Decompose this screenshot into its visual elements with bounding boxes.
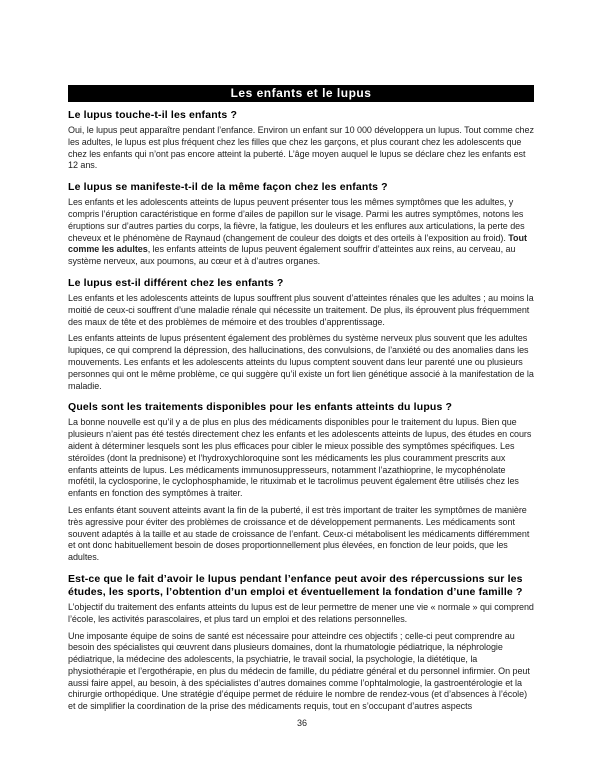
paragraph <box>68 631 536 714</box>
paragraph <box>68 333 536 392</box>
paragraph <box>68 505 536 564</box>
paragraph <box>68 293 536 328</box>
section-heading: Le lupus est-il différent chez les enfants ? <box>68 276 284 289</box>
text-run: Une imposante équipe de soins de santé est nécessaire pour atteindre ces objectifs ; celle-ci peut comprendre au besoin des spécialistes qui œuvrent dans plusieurs domaines, dont la rhumatologie pédiatrique, la néphrologie pédiatrique, la médecine des adolescents, la psychiatrie, le travail social, la psychologie, la diététique, la physiothérapie et l’ergothérapie, en plus du médecin de famille, du pédiatre général et du personnel infirmier. On peut aussi faire appel, au besoin, à des spécialistes d’autres domaines comme l’ophtalmologie, la gastroentérologie et la chirurgie orthopédique. Une stratégie d’équipe permet de réduire le nombre de rendez-vous (et d’absences à l’école) et de simplifier la coordination de la prise des médicaments requis, tout en s’occupant d’autres aspects <box>68 630 530 712</box>
text-run: Les enfants et les adolescents atteints de lupus souffrent plus souvent d’atteintes rénales que les adultes ; au moins la moitié de ceux-ci souffrent d’une maladie rénale qui nécessite un traitement. De plus, ils éprouvent plus fréquemment des maux de tête et des problèmes de mémoire et des troubles d’apprentissage. <box>68 292 534 327</box>
paragraph <box>68 125 536 172</box>
page-number: 36 <box>296 718 307 729</box>
section-heading: Le lupus se manifeste-t-il de la même façon chez les enfants ? <box>68 181 388 194</box>
section-heading: Le lupus touche-t-il les enfants ? <box>68 109 238 121</box>
text-run: L’objectif du traitement des enfants atteints du lupus est de leur permettre de mener une vie « normale » qui comprend l’école, les activités parascolaires, et plus tard un emploi et des relations personnelles. <box>68 601 534 624</box>
paragraph <box>68 417 536 500</box>
text-run: Les enfants et les adolescents atteints de lupus peuvent présenter tous les mêmes symptômes que les adultes, y compris l’éruption caractéristique en forme d’ailes de papillon sur le visage. Parmi les autres symptômes, notons les éruptions sur d’autres parties du corps, la fièvre, la fatigue, les douleurs et les enflures aux articulations, la perte des cheveux et le phénomène de Raynaud (changement de couleur des doigts et des orteils à l’exposition au froid). <box>68 197 525 243</box>
document-body <box>68 103 536 729</box>
text-run: Oui, le lupus peut apparaître pendant l’enfance. Environ un enfant sur 10 000 développera un lupus. Tout comme chez les adultes, le lupus est plus fréquent chez les filles que chez les garçons, et plus courant chez les adolescents que chez les enfants qui n’ont pas encore atteint la puberté. L’âge moyen auquel le lupus se déclare chez les enfants est 12 ans. <box>68 125 534 171</box>
bold-text-run: Tout comme les adultes <box>68 232 527 255</box>
text-run: Les enfants étant souvent atteints avant la fin de la puberté, il est très important de traiter les symptômes de manière très agressive pour éviter des problèmes de croissance et de développement permanents. Les médicaments sont souvent adaptés à la taille et au stade de croissance de l’enfant. Ceux-ci métabolisent les médicaments différemment et ont donc habituellement besoin de doses proportionnellement plus élevées, en fonction de leur poids, que les adultes. <box>68 504 530 563</box>
text-run: Les enfants atteints de lupus présentent également des problèmes du système nerveux plus souvent que les adultes lupiques, ce qui comprend la dépression, des hallucinations, des convulsions, de l’anxiété ou des anomalies dans les mouvements. Les enfants et les adolescents atteints du lupus comptent souvent dans leur parenté une ou plusieurs personnes qui ont le même problème, ce qui suggère qu’il existe un fort lien génétique associé à la manifestation de la maladie. <box>68 333 534 391</box>
page-title: Les enfants et le lupus <box>68 85 534 102</box>
paragraph <box>68 197 536 268</box>
section-heading: Quels sont les traitements disponibles pour les enfants atteints du lupus ? <box>68 401 453 414</box>
section-heading: Est-ce que le fait d’avoir le lupus pendant l’enfance peut avoir des répercussions sur les études, les sports, l’obtention d’un emploi et éventuellement la fondation d’une famille ? <box>68 572 523 598</box>
text-run: , les enfants atteints de lupus peuvent également souffrir d’atteintes aux reins, au cerveau, au système nerveux, aux poumons, au cœur et à d’autres organes. <box>68 244 516 267</box>
paragraph <box>68 602 536 626</box>
text-run: La bonne nouvelle est qu’il y a de plus en plus des médicaments disponibles pour le traitement du lupus. Bien que plusieurs n’aient pas été testés directement chez les enfants et les adolescents atteints de lupus, des études en cours aident à déterminer lesquels sont les plus efficaces pour cibler le mieux possible des symptômes spécifiques. Les stéroïdes (dont la prednisone) et l’hydroxychloroquine sont les médicaments les plus couramment prescrits aux enfants atteints de lupus. Les médicaments immunosuppresseurs, notamment l’azathioprine, le mycophénolate mofétil, la cyclosporine, le cyclophosphamide, le rituximab et le tacrolimus peuvent également être utilisés chez les enfants en fonction des symptômes à traiter. <box>68 417 532 499</box>
